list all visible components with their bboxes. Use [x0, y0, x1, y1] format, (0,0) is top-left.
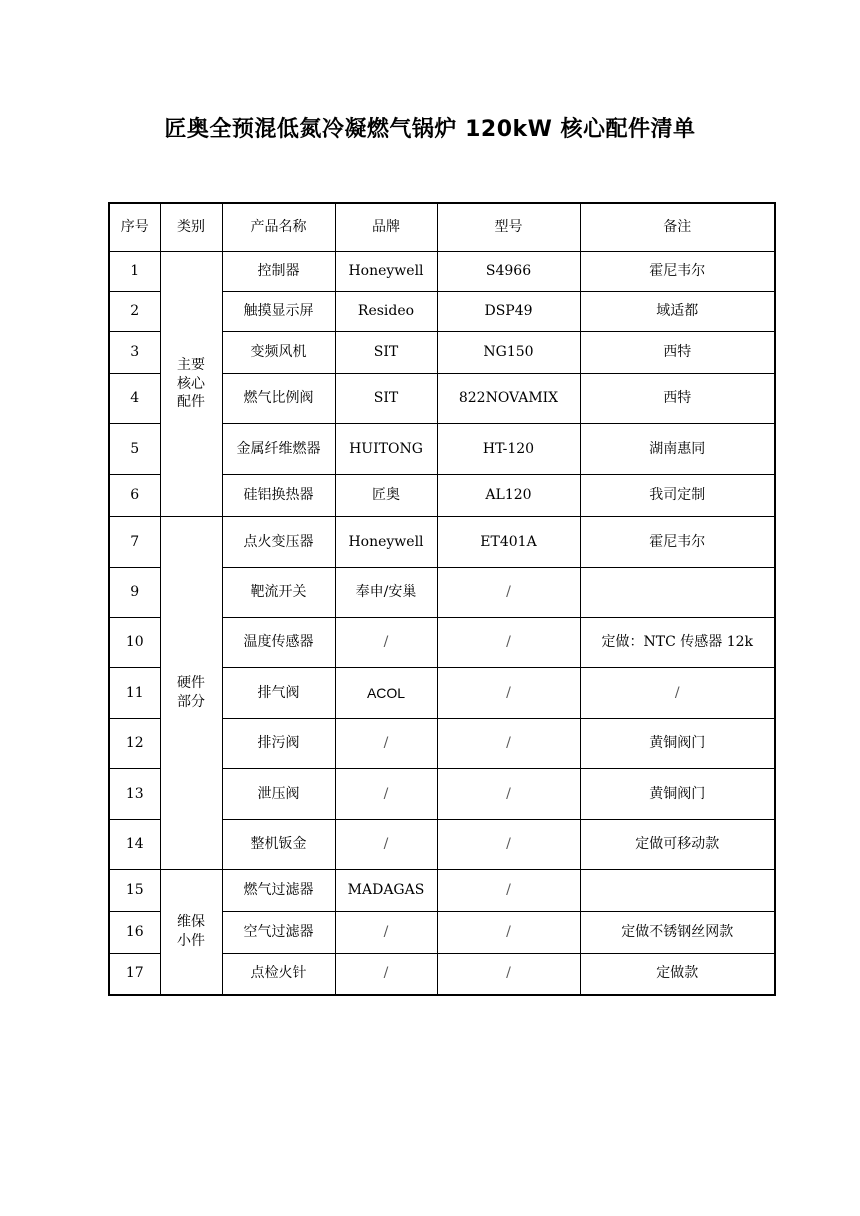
- note-cell: 我司定制: [580, 475, 775, 517]
- product-name: 燃气过滤器: [222, 870, 335, 912]
- row-number: 17: [109, 954, 160, 995]
- brand-cell: HUITONG: [335, 424, 437, 475]
- row-number: 2: [109, 292, 160, 332]
- note-cell: 定做：NTC 传感器 12k: [580, 618, 775, 668]
- product-name: 泄压阀: [222, 769, 335, 820]
- note-cell: 黄铜阀门: [580, 719, 775, 769]
- document-title: 匠奥全预混低氮冷凝燃气锅炉 120kW 核心配件清单: [164, 117, 696, 142]
- model-cell: HT-120: [437, 424, 580, 475]
- row-number: 6: [109, 475, 160, 517]
- row-number: 9: [109, 568, 160, 618]
- parts-table: [108, 202, 776, 996]
- model-cell: /: [437, 870, 580, 912]
- row-number: 7: [109, 517, 160, 568]
- row-number: 10: [109, 618, 160, 668]
- product-name: 点火变压器: [222, 517, 335, 568]
- header-product-name: 产品名称: [222, 203, 335, 252]
- brand-cell: 匠奥: [335, 475, 437, 517]
- row-number: 15: [109, 870, 160, 912]
- row-number: 12: [109, 719, 160, 769]
- note-cell: 域适都: [580, 292, 775, 332]
- brand-cell: Honeywell: [335, 252, 437, 292]
- row-number: 11: [109, 668, 160, 719]
- category-cell: 硬件 部分: [160, 517, 222, 870]
- row-number: 13: [109, 769, 160, 820]
- row-number: 16: [109, 912, 160, 954]
- note-cell: 定做不锈钢丝网款: [580, 912, 775, 954]
- product-name: 触摸显示屏: [222, 292, 335, 332]
- row-number: 3: [109, 332, 160, 374]
- row-number: 1: [109, 252, 160, 292]
- model-cell: /: [437, 954, 580, 995]
- product-name: 排气阀: [222, 668, 335, 719]
- product-name: 金属纤维燃器: [222, 424, 335, 475]
- model-cell: S4966: [437, 252, 580, 292]
- product-name: 点检火针: [222, 954, 335, 995]
- brand-cell: MADAGAS: [335, 870, 437, 912]
- product-name: 空气过滤器: [222, 912, 335, 954]
- brand-cell: Resideo: [335, 292, 437, 332]
- note-cell: 定做可移动款: [580, 820, 775, 870]
- brand-cell: ACOL: [335, 668, 437, 719]
- brand-cell: Honeywell: [335, 517, 437, 568]
- row-number: 4: [109, 374, 160, 424]
- model-cell: 822NOVAMIX: [437, 374, 580, 424]
- brand-cell: /: [335, 912, 437, 954]
- brand-cell: SIT: [335, 374, 437, 424]
- brand-cell: /: [335, 719, 437, 769]
- table-row: [109, 870, 775, 912]
- model-cell: /: [437, 618, 580, 668]
- header-brand: 品牌: [335, 203, 437, 252]
- model-cell: /: [437, 769, 580, 820]
- brand-cell: /: [335, 769, 437, 820]
- note-cell: 湖南惠同: [580, 424, 775, 475]
- header-note: 备注: [580, 203, 775, 252]
- product-name: 排污阀: [222, 719, 335, 769]
- table-row: [109, 517, 775, 568]
- model-cell: ET401A: [437, 517, 580, 568]
- category-cell: 主要 核心 配件: [160, 252, 222, 517]
- note-cell: 霍尼韦尔: [580, 517, 775, 568]
- product-name: 温度传感器: [222, 618, 335, 668]
- product-name: 变频风机: [222, 332, 335, 374]
- brand-cell: /: [335, 618, 437, 668]
- model-cell: /: [437, 912, 580, 954]
- note-cell: 黄铜阀门: [580, 769, 775, 820]
- note-cell: 西特: [580, 374, 775, 424]
- brand-cell: /: [335, 820, 437, 870]
- product-name: 硅铝换热器: [222, 475, 335, 517]
- model-cell: /: [437, 719, 580, 769]
- note-cell: [580, 568, 775, 618]
- product-name: 靶流开关: [222, 568, 335, 618]
- brand-cell: 奉申/安巢: [335, 568, 437, 618]
- model-cell: /: [437, 668, 580, 719]
- row-number: 5: [109, 424, 160, 475]
- model-cell: NG150: [437, 332, 580, 374]
- header-model: 型号: [437, 203, 580, 252]
- row-number: 14: [109, 820, 160, 870]
- product-name: 整机钣金: [222, 820, 335, 870]
- category-cell: 维保 小件: [160, 870, 222, 995]
- model-cell: AL120: [437, 475, 580, 517]
- note-cell: 西特: [580, 332, 775, 374]
- brand-cell: /: [335, 954, 437, 995]
- note-cell: [580, 870, 775, 912]
- table-header-row: [109, 203, 775, 252]
- note-cell: /: [580, 668, 775, 719]
- model-cell: DSP49: [437, 292, 580, 332]
- product-name: 燃气比例阀: [222, 374, 335, 424]
- product-name: 控制器: [222, 252, 335, 292]
- brand-cell: SIT: [335, 332, 437, 374]
- model-cell: /: [437, 820, 580, 870]
- header-no: 序号: [109, 203, 160, 252]
- table-row: [109, 252, 775, 292]
- note-cell: 霍尼韦尔: [580, 252, 775, 292]
- table-body: [109, 252, 775, 995]
- model-cell: /: [437, 568, 580, 618]
- header-category: 类别: [160, 203, 222, 252]
- note-cell: 定做款: [580, 954, 775, 995]
